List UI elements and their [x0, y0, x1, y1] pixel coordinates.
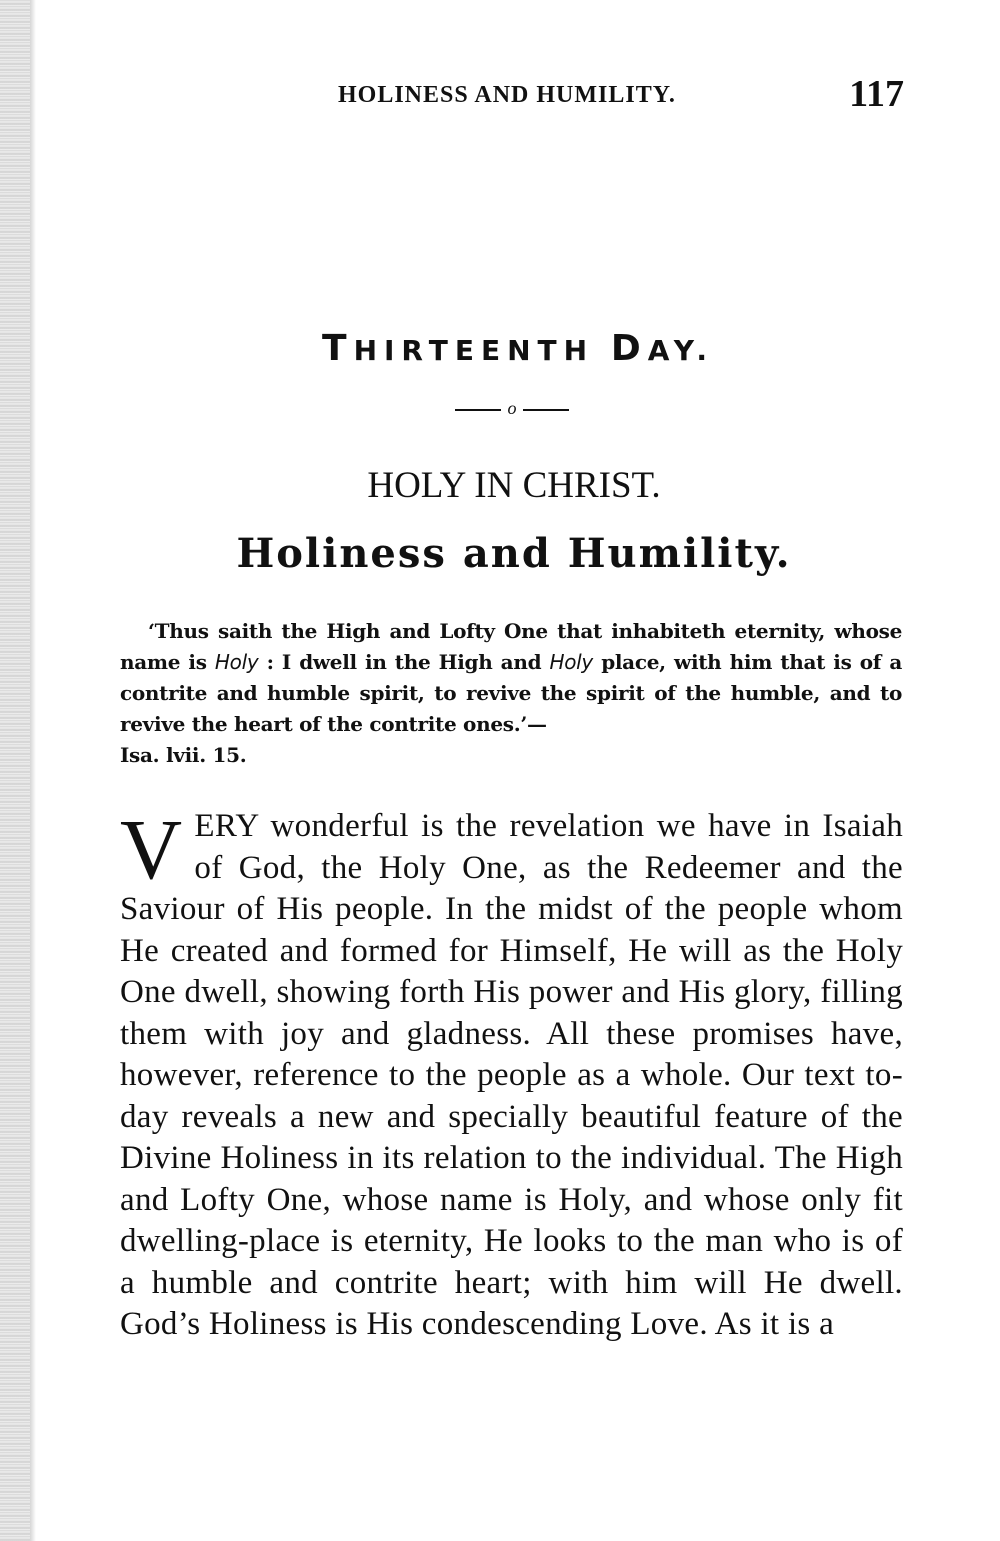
page-gutter-shadow [0, 0, 34, 1541]
divider-line-left [455, 409, 501, 411]
epigraph-holy-2: Holy [549, 650, 593, 674]
epigraph-holy-1: Holy [214, 650, 259, 674]
body-paragraph-text: ERY wonderful is the revelation we have in Isaiah of God, the Holy One, as the Redeemer and the Saviour of His people. In the midst of the people whom He created and formed for Himself, He will as the Holy One dwell, showing forth His power and His glory, filling them with joy and gladness. All these promises have, however, reference to the people as a whole. Our text to-day reveals a new and specially beautiful feature of the Divine Holiness in its relation to the individual. The High and Lofty One, whose name is Holy, and whose only fit dwelling-place is eternity, He looks to the man who is of a humble and contrite heart; with him will He dwell. God’s Holiness is His condescending Love. As it is a [120, 808, 903, 1342]
epigraph-text-2: : I dwell in the High and [258, 650, 550, 674]
chapter-heading-rest-2: AY. [647, 334, 714, 367]
divider-center-glyph: o [507, 398, 517, 418]
divider-ornament [455, 398, 569, 422]
drop-cap: V [120, 801, 183, 897]
chapter-heading-initial-1: T [322, 328, 354, 369]
blackletter-title: Holiness and Humility. [236, 530, 792, 577]
chapter-heading [0, 328, 1000, 369]
epigraph-reference: Isa. lvii. 15. [120, 743, 247, 767]
divider-line-right [523, 409, 569, 411]
epigraph-text-3: place, with him that is of a contrite and humble spirit, to revive the spirit of the humble, and to revive the heart of the contrite ones.’— [120, 650, 902, 736]
epigraph-quote [120, 616, 902, 771]
chapter-heading-initial-2: D [610, 328, 648, 369]
running-head [120, 70, 904, 120]
body-paragraph [120, 801, 903, 1346]
running-head-title: HOLINESS AND HUMILITY. [338, 82, 676, 108]
epigraph-text-1: ‘Thus saith the High and Lofty One that inhabiteth eternity, whose name is [120, 619, 902, 674]
chapter-subtitle: HOLY IN CHRIST. [367, 465, 661, 506]
page-gutter-edge [30, 0, 36, 1541]
page-number: 117 [849, 73, 904, 115]
chapter-heading-rest-1: HIRTEENTH [353, 334, 595, 367]
